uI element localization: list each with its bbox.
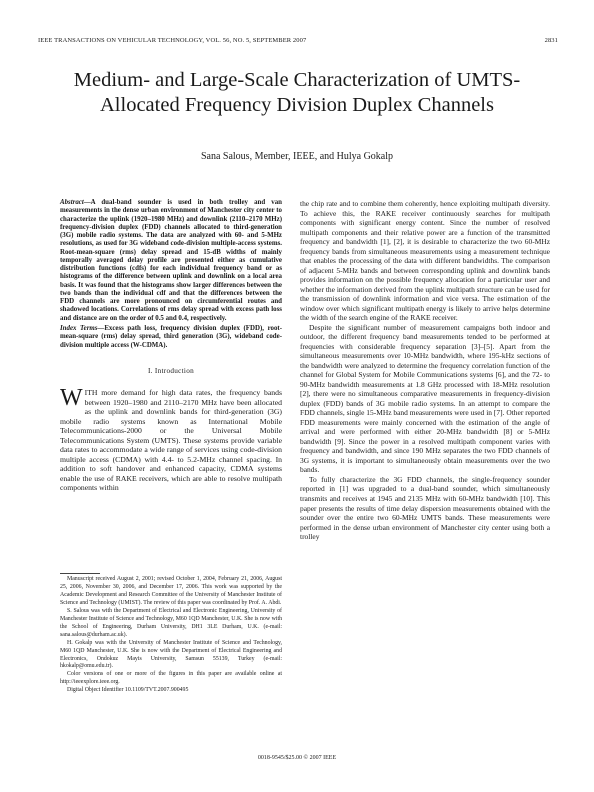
index-terms-text: —Excess path loss, frequency division duplex (FDD), root-mean-square (rms) delay spread, third generation (3G), wideband code-division multiple access (W-CDMA). <box>60 325 282 349</box>
section-heading: I. Introduction <box>147 367 195 375</box>
footnotes <box>60 576 282 695</box>
intro-text: ITH more demand for high data rates, the frequency bands between 1920–1980 and 2110–2170 MHz have been allocated as the uplink and downlink bands for third-generation (3G) mobile radio systems known as International Mobile Telecommunications-2000 or the Universal Mobile Telecommunications System (UMTS). These systems provide variable data rates to accommodate a wide range of services using code-division multiple access (CDMA) with 4.4- to 5.2-MHz channel spacing. In addition to soft handover and enhanced capacity, CDMA systems enable the use of RAKE receivers, which are able to resolve multipath components within <box>60 388 282 493</box>
footnote-color: Color versions of one or more of the figures in this paper are available online at http://ieeexplore.ieee.org. <box>60 671 282 686</box>
journal-name: IEEE TRANSACTIONS ON VEHICULAR TECHNOLOGY, VOL. 56, NO. 5, SEPTEMBER 2007 <box>38 37 307 44</box>
running-header <box>38 37 558 44</box>
footnote-doi: Digital Object Identifier 10.1109/TVT.2007.900495 <box>67 687 189 694</box>
abstract-label: Abstract <box>60 199 84 206</box>
paper-title: Medium- and Large-Scale Characterization of UMTS-Allocated Frequency Division Duplex Channels <box>73 69 521 116</box>
right-column <box>300 199 550 542</box>
footnote-author-2: H. Gokalp was with the University of Manchester Institute of Science and Technology, M60 1QD Manchester, U.K. She is now with the Department of Electrical Engineering and Electronics, Ondokuz Mayis University, Samsun 55139, Turkey (e-mail: hkokalp@omu.edu.tr). <box>60 639 282 670</box>
index-terms <box>60 325 282 350</box>
intro-paragraph <box>60 385 282 493</box>
index-terms-label: Index Terms <box>60 325 98 332</box>
abstract-text: —A dual-band sounder is used in both trolley and van measurements in the dense urban environment of Manchester city center to characterize the uplink (1920–1980 MHz) and downlink (2110–2170 MHz) frequency-division duplex (FDD) channels allocated to third-generation (3G) mobile radio systems. The data are analyzed with 60- and 5-MHz resolutions, as used for 3G wideband code-division multiple-access systems. Root-mean-square (rms) delay spread and 15-dB widths of mainly temporally averaged delay profile are presented either as cumulative distribution functions (cdfs) for each individual frequency band or as histograms of the difference between uplink and downlink on a local area basis. It was found that the histograms show larger differences between the two bands than the individual cdf and that the differences between the FDD channels are more pronounced on circumferential routes and shadowed locations. Correlations of rms delay spread with excess path loss and distance are on the order of 0.5 and 0.4, respectively. <box>60 199 282 322</box>
right-paragraph-3: To fully characterize the 3G FDD channels, the single-frequency sounder reported in [1] was upgraded to a dual-band sounder, which simultaneously transmits and receives at 1945 and 2135 MHz with 60-MHz bandwidth [10]. This paper presents the results of time delay dispersion measurements obtained with the sounder over the entire two 60-MHz UMTS bands. These measurements were performed in the dense urban environment of Manchester city center using both a trolley <box>300 474 550 542</box>
page-number: 2831 <box>544 37 558 44</box>
author-line: Sana Salous, Member, IEEE, and Hulya Gokalp <box>200 151 394 162</box>
footnote-manuscript: Manuscript received August 2, 2001; revised October 1, 2004, February 21, 2006, August 25, 2006, November 30, 2006, and December 17, 2006. This work was supported by the Academic Development and Research Committee of the University of Manchester Institute of Science and Technology (UMIST). The review of this paper was coordinated by Prof. A. Abdi. <box>60 576 282 606</box>
footnote-author-1: S. Salous was with the Department of Electrical and Electronic Engineering, University of Manchester Institute of Science and Technology, M60 1QD Manchester, U.K. She is now with the School of Engineering, Durham University, DH1 3LE Durham, U.K. (e-mail: sana.salous@durham.ac.uk). <box>60 607 282 638</box>
abstract <box>60 199 282 323</box>
footnote-separator <box>60 573 100 574</box>
right-paragraph-1: the chip rate and to combine them coherently, hence exploiting multipath diversity. To achieve this, the RAKE receiver continuously searches for multipath components with significant energy content. Since the number of resolved multipath components and their relative power are a function of the transmitted frequency and bandwidth [1], [2], it is desirable to characterize the two 60-MHz frequency bands from simultaneous measurements using a measurement technique that enables the processing of the data with different bandwidths. The comparison of adjacent 5-MHz bands and between corresponding uplink and downlink bands provides information on the possible frequency allocation for a particular user and whether the information derived from the uplink multipath structure can be used for the transmission of downlink information and vice versa. The estimation of the window over which significant multipath energy is likely to arrive helps determine the width of the search engine of the RAKE receiver. <box>300 199 550 323</box>
right-paragraph-2: Despite the significant number of measurement campaigns both indoor and outdoor, the different frequency band measurements tended to be performed at frequencies with considerable frequency separation [3]–[5]. Apart from the simultaneous measurements over 10-MHz bandwidth, where 195-kHz sections of the bandwidth were analyzed to determine the frequency correlation function of the channel for Global System for Mobile Communications systems [6], and the 72- to 90-MHz bandwidth measurements at 1.8 GHz processed with 18-MHz resolution [2], there were no simultaneous comparative measurements in frequency-division duplex (FDD) bands of 3G mobile radio systems. In an attempt to compare the FDD channels, single 15-MHz band measurements were used in [7]. Other reported FDD measurements were mainly concerned with the estimation of the angle of arrival and were performed with either 20-MHz bandwidth [8] or 5-MHz bandwidth [9]. Since the power in a resolved multipath component varies with frequency and bandwidth, and since 190 MHz separates the two FDD channels of 3G systems, it is important to simultaneously obtain measurements over the two bands. <box>300 322 550 475</box>
drop-cap: W <box>60 385 83 411</box>
copyright-footer: 0018-9545/$25.00 © 2007 IEEE <box>257 755 337 761</box>
